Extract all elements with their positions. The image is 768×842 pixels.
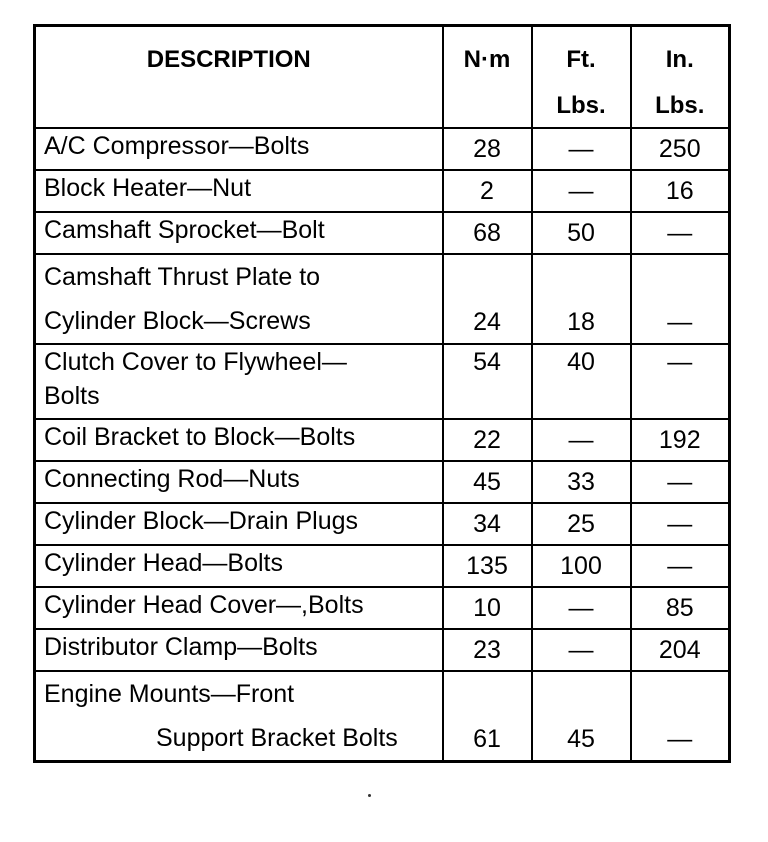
table-row	[35, 545, 730, 587]
table-row	[35, 503, 730, 545]
description-text: Camshaft Sprocket—Bolt	[44, 216, 325, 244]
description-cell	[35, 461, 443, 503]
ft-lbs-cell: —	[532, 629, 631, 671]
header-nm	[443, 26, 532, 129]
nm-cell: 135	[443, 545, 532, 587]
in-lbs-cell: —	[631, 212, 730, 254]
ft-lbs-cell: 100	[532, 545, 631, 587]
table-row	[35, 170, 730, 212]
description-cell	[35, 629, 443, 671]
nm-cell: 61	[443, 671, 532, 762]
description-text: Connecting Rod—Nuts	[44, 465, 300, 493]
table-row	[35, 587, 730, 629]
description-text-line1: Camshaft Thrust Plate to	[44, 263, 321, 291]
in-lbs-cell: 85	[631, 587, 730, 629]
ft-lbs-cell: 45	[532, 671, 631, 762]
table-row	[35, 254, 730, 344]
header-description-label: DESCRIPTION	[146, 46, 311, 73]
ft-lbs-cell: 33	[532, 461, 631, 503]
description-cell	[35, 545, 443, 587]
description-cell	[35, 344, 443, 419]
ft-lbs-cell: —	[532, 128, 631, 170]
header-ft-label-line2: Lbs.	[556, 92, 606, 119]
description-text-line2: Support Bracket Bolts	[156, 724, 398, 752]
description-text: Block Heater—Nut	[44, 174, 252, 202]
description-text-line2: Cylinder Block—Screws	[44, 307, 311, 335]
in-lbs-cell: 16	[631, 170, 730, 212]
table-row	[35, 629, 730, 671]
description-text: A/C Compressor—Bolts	[44, 132, 310, 160]
header-row	[35, 26, 730, 129]
description-text: Cylinder Block—Drain Plugs	[44, 507, 359, 535]
description-text: Cylinder Head—Bolts	[44, 549, 283, 577]
header-ft-lbs	[532, 26, 631, 129]
ft-lbs-cell: 50	[532, 212, 631, 254]
table-header	[35, 26, 730, 129]
description-text-line2: Bolts	[44, 382, 100, 410]
nm-cell: 22	[443, 419, 532, 461]
ft-lbs-cell: 18	[532, 254, 631, 344]
ft-lbs-cell: 25	[532, 503, 631, 545]
torque-specification-table	[33, 24, 731, 763]
in-lbs-cell: —	[631, 254, 730, 344]
in-lbs-cell: 250	[631, 128, 730, 170]
description-text: Coil Bracket to Block—Bolts	[44, 423, 356, 451]
nm-cell: 24	[443, 254, 532, 344]
scan-speck	[368, 794, 371, 797]
in-lbs-cell: 192	[631, 419, 730, 461]
in-lbs-cell: —	[631, 671, 730, 762]
table-row	[35, 128, 730, 170]
description-text: Cylinder Head Cover—,Bolts	[44, 591, 364, 619]
ft-lbs-cell: —	[532, 419, 631, 461]
header-in-label-line1: In.	[665, 46, 694, 73]
nm-cell: 10	[443, 587, 532, 629]
nm-cell: 54	[443, 344, 532, 419]
description-cell	[35, 212, 443, 254]
nm-cell: 23	[443, 629, 532, 671]
description-cell	[35, 503, 443, 545]
nm-cell: 28	[443, 128, 532, 170]
nm-cell: 68	[443, 212, 532, 254]
description-text-line1: Engine Mounts—Front	[44, 680, 295, 708]
header-in-lbs	[631, 26, 730, 129]
description-cell	[35, 128, 443, 170]
in-lbs-cell: —	[631, 344, 730, 419]
nm-cell: 2	[443, 170, 532, 212]
header-nm-label: N·m	[463, 46, 511, 73]
header-in-label-line2: Lbs.	[655, 92, 705, 119]
nm-cell: 45	[443, 461, 532, 503]
in-lbs-cell: —	[631, 503, 730, 545]
description-text-line1: Clutch Cover to Flywheel—	[44, 348, 347, 376]
header-ft-label-line1: Ft.	[566, 46, 596, 73]
ft-lbs-cell: 40	[532, 344, 631, 419]
table-row	[35, 671, 730, 762]
nm-cell: 34	[443, 503, 532, 545]
ft-lbs-cell: —	[532, 170, 631, 212]
in-lbs-cell: 204	[631, 629, 730, 671]
header-description	[35, 26, 443, 129]
ft-lbs-cell: —	[532, 587, 631, 629]
table-row	[35, 419, 730, 461]
table-row	[35, 461, 730, 503]
description-text: Distributor Clamp—Bolts	[44, 633, 318, 661]
description-cell	[35, 170, 443, 212]
description-cell	[35, 671, 443, 762]
table-row	[35, 212, 730, 254]
table-row	[35, 344, 730, 419]
in-lbs-cell: —	[631, 461, 730, 503]
description-cell	[35, 254, 443, 344]
in-lbs-cell: —	[631, 545, 730, 587]
description-cell	[35, 419, 443, 461]
table-body	[35, 128, 730, 762]
description-cell	[35, 587, 443, 629]
